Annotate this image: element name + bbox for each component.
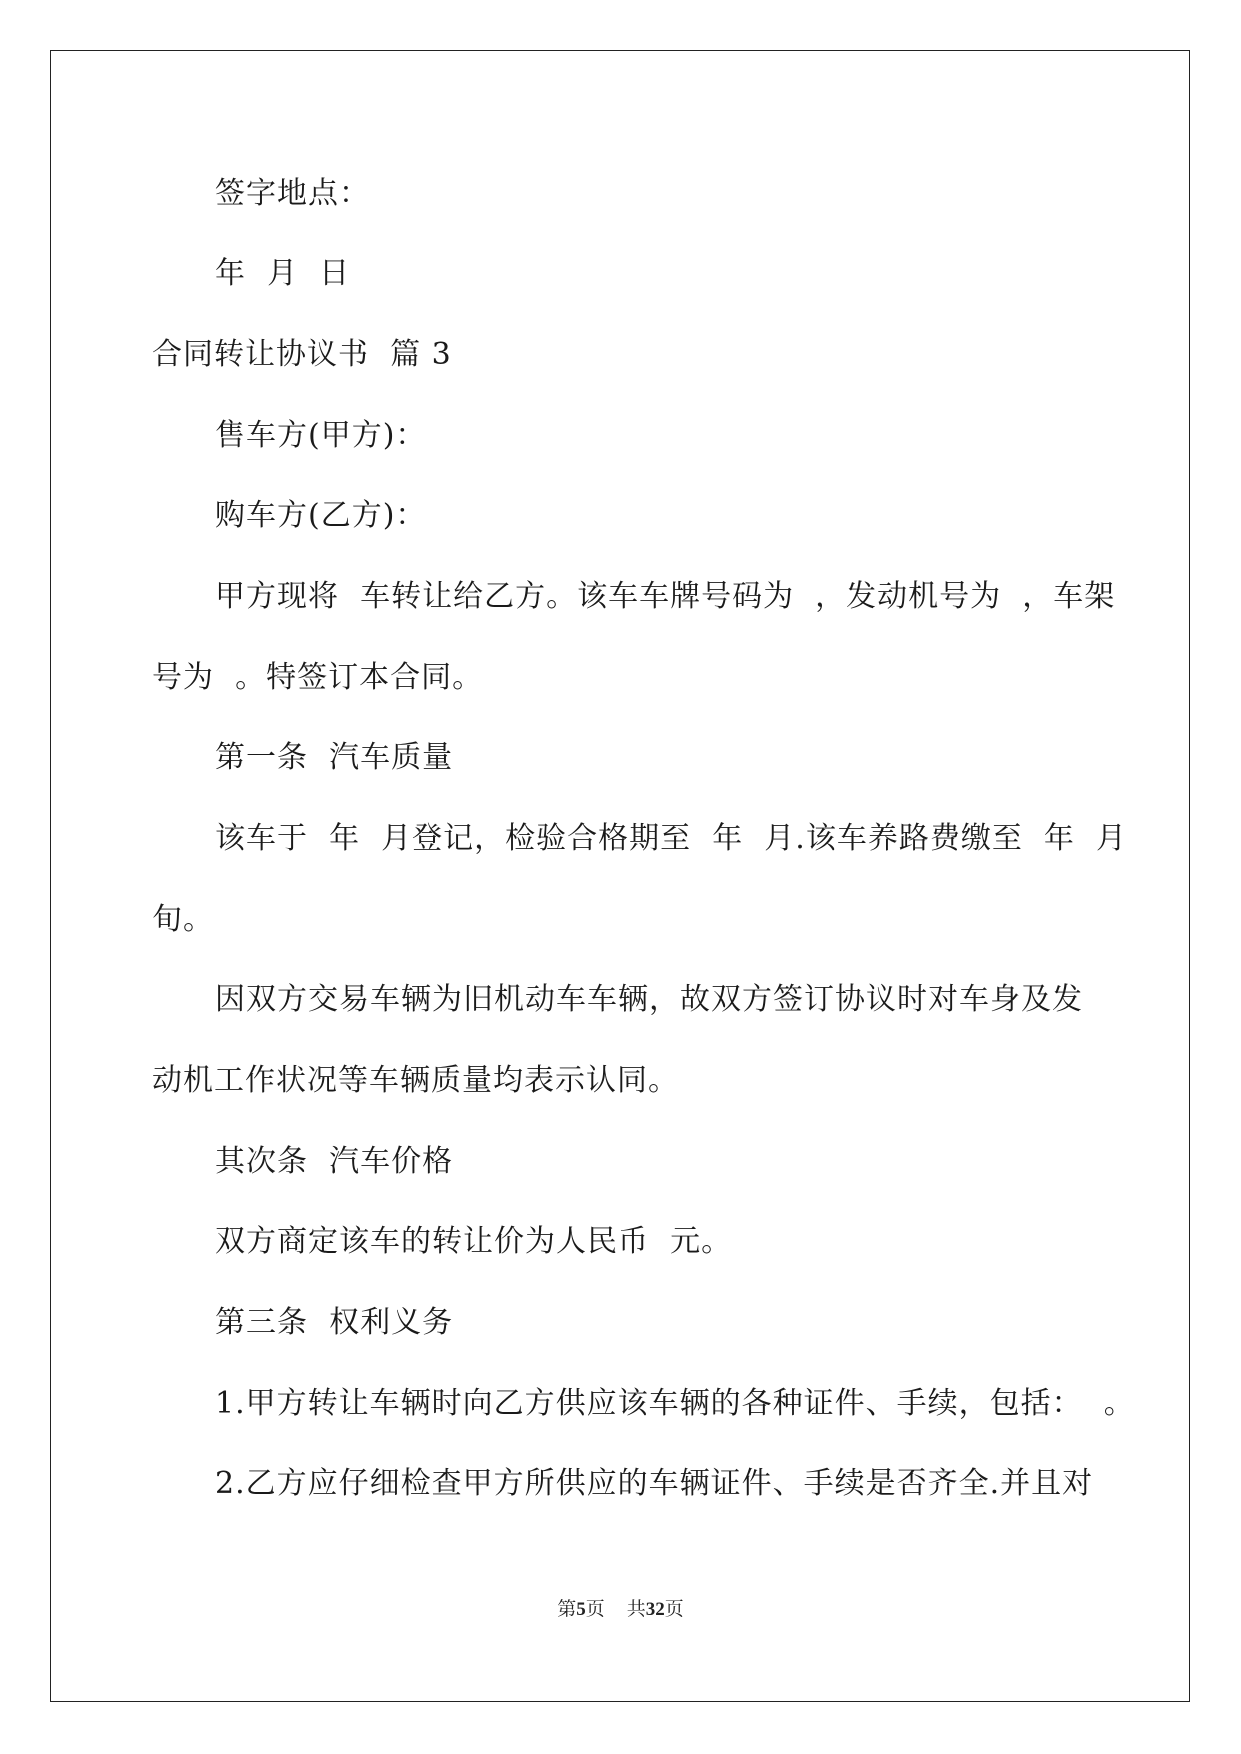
paragraph-line: 旬。 <box>152 902 214 937</box>
text-line: 购车方(乙方)： <box>215 498 427 533</box>
footer-total-prefix: 共 <box>626 1598 646 1620</box>
total-pages: 32 <box>645 1599 665 1620</box>
footer-page-suffix: 页 <box>585 1598 605 1620</box>
text-line: 签字地点： <box>215 176 370 211</box>
article-heading: 第三条 权利义务 <box>215 1305 454 1340</box>
section-heading: 合同转让协议书 篇 3 <box>152 337 452 372</box>
footer-prefix: 第 <box>557 1598 577 1620</box>
paragraph-line: 甲方现将 车转让给乙方。该车车牌号码为 ，发动机号为 ，车架 <box>215 579 1116 614</box>
page-footer <box>0 1597 1241 1622</box>
page-border <box>50 50 1190 1702</box>
article-heading: 第一条 汽车质量 <box>215 740 454 775</box>
paragraph-line: 号为 。特签订本合同。 <box>152 660 484 695</box>
footer-total-suffix: 页 <box>664 1598 684 1620</box>
paragraph-line: 动机工作状况等车辆质量均表示认同。 <box>152 1063 679 1098</box>
paragraph-line: 该车于 年 月登记，检验合格期至 年 月.该车养路费缴至 年 月 <box>215 821 1127 856</box>
paragraph-line: 双方商定该车的转让价为人民币 元。 <box>215 1224 733 1259</box>
text-line: 售车方(甲方)： <box>215 418 427 453</box>
page-number: 5 <box>576 1599 586 1620</box>
list-item: 1.甲方转让车辆时向乙方供应该车辆的各种证件、手续，包括： 。 <box>215 1386 1135 1421</box>
paragraph-line: 因双方交易车辆为旧机动车车辆，故双方签订协议时对车身及发 <box>215 982 1083 1017</box>
list-item: 2.乙方应仔细检查甲方所供应的车辆证件、手续是否齐全.并且对 <box>215 1466 1094 1501</box>
article-heading: 其次条 汽车价格 <box>215 1144 454 1179</box>
text-line: 年 月 日 <box>215 256 351 291</box>
